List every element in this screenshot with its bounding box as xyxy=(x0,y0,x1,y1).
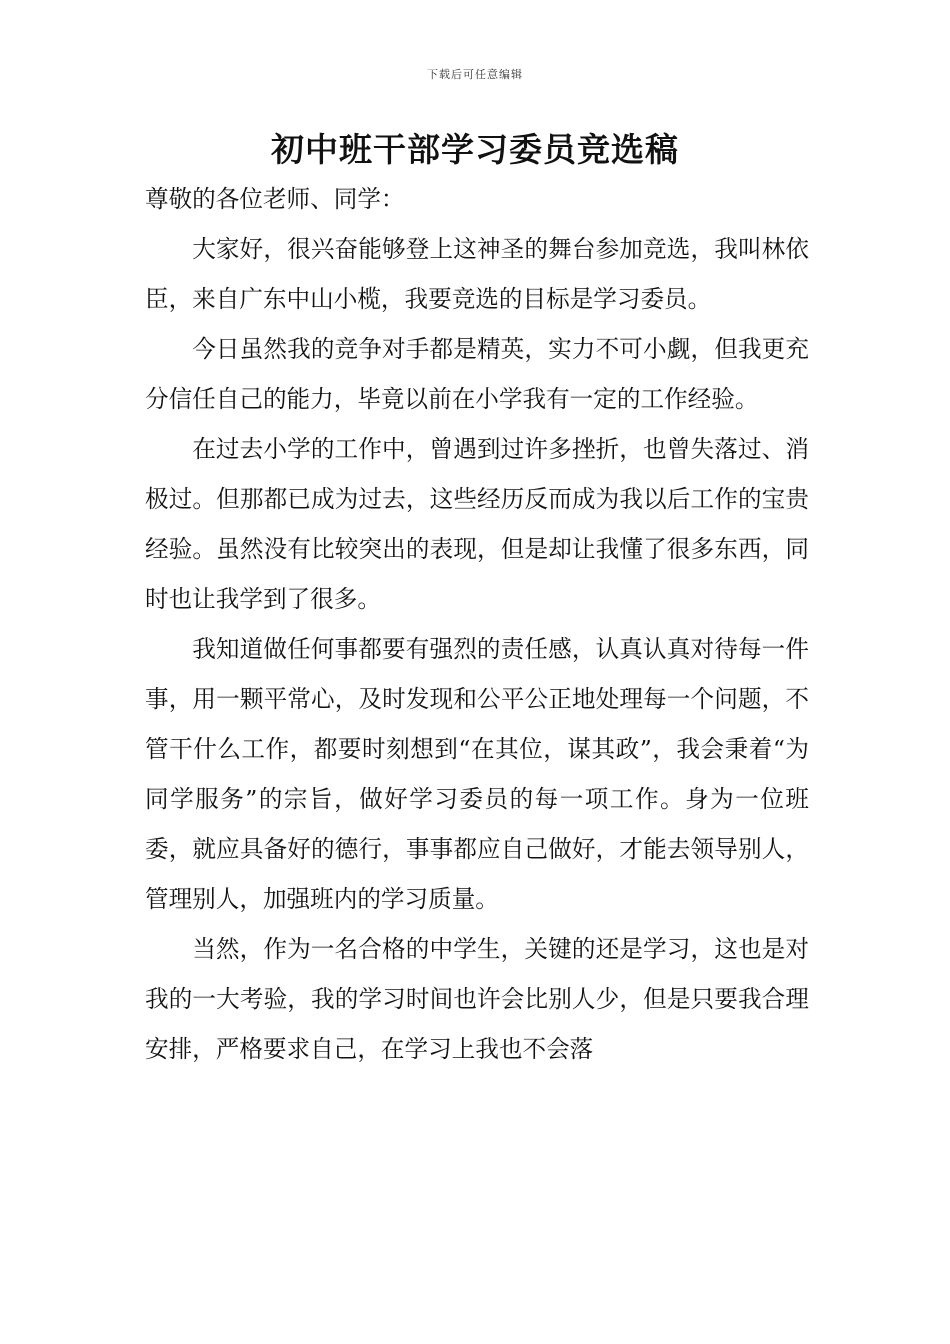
paragraph-1: 大家好，很兴奋能够登上这神圣的舞台参加竞选，我叫林依臣，来自广东中山小榄，我要竞选的目标是学习委员。 xyxy=(145,235,809,313)
header-note: 下载后可任意编辑 xyxy=(427,68,523,81)
paragraph-2: 今日虽然我的竞争对手都是精英，实力不可小觑，但我更充分信任自己的能力，毕竟以前在小学我有一定的工作经验。 xyxy=(145,335,809,413)
paragraph-5: 当然，作为一名合格的中学生，关键的还是学习，这也是对我的一大考验，我的学习时间也许会比别人少，但是只要我合理安排，严格要求自己，在学习上我也不会落 xyxy=(145,935,809,1063)
paragraph-4: 我知道做任何事都要有强烈的责任感，认真认真对待每一件事，用一颗平常心，及时发现和公平公正地处理每一个问题，不管干什么工作，都要时刻想到“在其位，谋其政”，我会秉着“为同学服务”的宗旨，做好学习委员的每一项工作。身为一位班委，就应具备好的德行，事事都应自己做好，才能去领导别人，管理别人，加强班内的学习质量。 xyxy=(145,635,809,913)
document-title: 初中班干部学习委员竞选稿 xyxy=(271,130,679,169)
document-body xyxy=(145,174,809,1074)
salutation: 尊敬的各位老师、同学： xyxy=(145,185,405,213)
paragraph-3: 在过去小学的工作中，曾遇到过许多挫折，也曾失落过、消极过。但那都已成为过去，这些经历反而成为我以后工作的宝贵经验。虽然没有比较突出的表现，但是却让我懂了很多东西，同时也让我学到了很多。 xyxy=(145,435,809,613)
